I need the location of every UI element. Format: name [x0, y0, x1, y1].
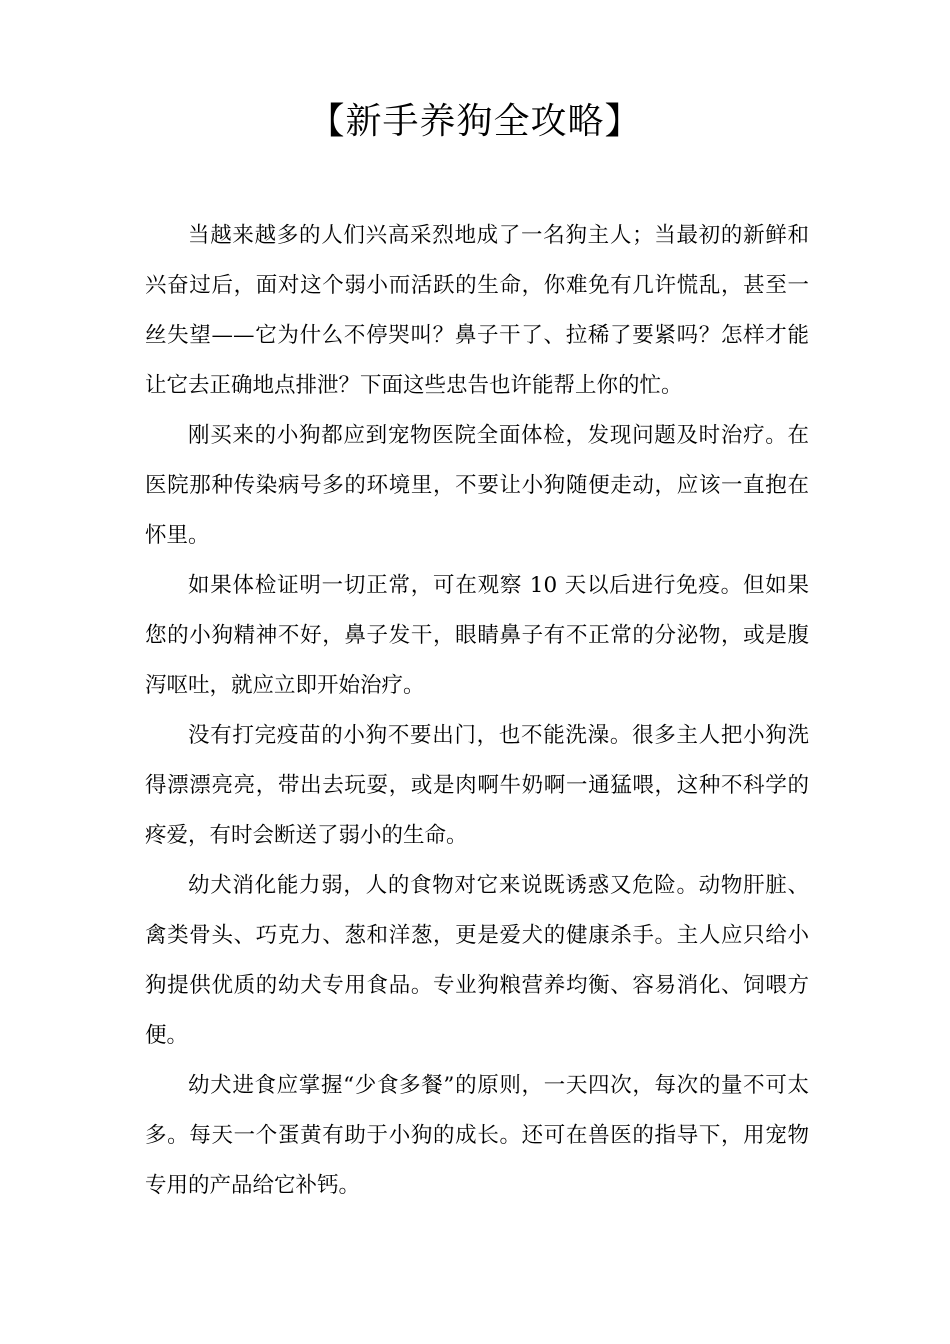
paragraph-health-check: 刚买来的小狗都应到宠物医院全面体检，发现问题及时治疗。在医院那种传染病号多的环境里，不要让小狗随便走动，应该一直抱在怀里。 — [145, 423, 809, 548]
paragraph-feeding: 幼犬进食应掌握“少食多餐”的原则，一天四次，每次的量不可太多。每天一个蛋黄有助于小狗的成长。还可在兽医的指导下，用宠物专用的产品给它补钙。 — [145, 1073, 809, 1198]
paragraph-diet: 幼犬消化能力弱，人的食物对它来说既诱惑又危险。动物肝脏、禽类骨头、巧克力、葱和洋葱，更是爱犬的健康杀手。主人应只给小狗提供优质的幼犬专用食品。专业狗粮营养均衡、容易消化、饲喂方便。 — [145, 873, 809, 1048]
document-title: 【新手养狗全攻略】 — [308, 101, 642, 142]
paragraph-immunization: 如果体检证明一切正常，可在观察 10 天以后进行免疫。但如果您的小狗精神不好，鼻子发干，眼睛鼻子有不正常的分泌物，或是腹泻呕吐，就应立即开始治疗。 — [145, 573, 809, 698]
paragraph-intro: 当越来越多的人们兴高采烈地成了一名狗主人；当最初的新鲜和兴奋过后，面对这个弱小而活跃的生命，你难免有几许慌乱，甚至一丝失望——它为什么不停哭叫？鼻子干了、拉稀了要紧吗？怎样才能让它去正确地点排泄？下面这些忠告也许能帮上你的忙。 — [145, 223, 809, 398]
document-body — [145, 211, 809, 1211]
paragraph-vaccination-care: 没有打完疫苗的小狗不要出门，也不能洗澡。很多主人把小狗洗得漂漂亮亮，带出去玩耍，或是肉啊牛奶啊一通猛喂，这种不科学的疼爱，有时会断送了弱小的生命。 — [145, 723, 809, 848]
